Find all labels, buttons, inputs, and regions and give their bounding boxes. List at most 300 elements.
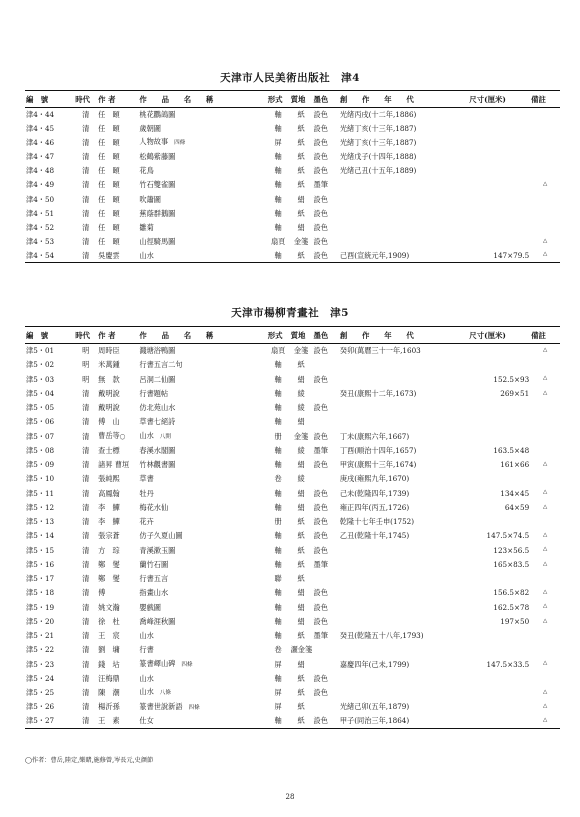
cell-note: △ xyxy=(542,389,548,396)
table-header-row xyxy=(25,91,560,108)
cell-color: 設色 xyxy=(313,222,328,232)
cell-era: 清 xyxy=(82,124,90,134)
cell-form: 聯 xyxy=(274,574,282,584)
cell-color: 設色 xyxy=(313,602,328,612)
cell-color: 設色 xyxy=(313,517,328,527)
table-row xyxy=(25,472,560,486)
table-row xyxy=(25,429,560,443)
cell-color: 設色 xyxy=(313,138,328,148)
artwork-title: 山水 xyxy=(139,673,154,683)
cell-color xyxy=(313,643,339,657)
cell-form: 屏 xyxy=(274,138,282,148)
cell-form: 軸 xyxy=(267,714,290,728)
cell-note: △ xyxy=(542,603,548,610)
cell-era: 清 xyxy=(82,531,90,541)
cell-size xyxy=(468,671,530,685)
cell-era: 明 xyxy=(82,346,90,356)
cell-author: 劉 墉 xyxy=(98,645,120,655)
cell-title xyxy=(138,600,266,614)
header-form: 形式 xyxy=(267,327,290,344)
artwork-title: 歲朝圖 xyxy=(139,124,161,134)
cell-number: 津5・22 xyxy=(26,645,55,655)
artwork-title: 濺塘浴鴨圖 xyxy=(139,346,176,356)
cell-number: 津5・19 xyxy=(26,602,55,612)
cell-author: 鄭 燮 xyxy=(98,574,120,584)
header-title: 作 品 名 稱 xyxy=(138,91,266,108)
cell-note xyxy=(530,472,560,486)
cell-number: 津5・23 xyxy=(26,659,55,669)
cell-size xyxy=(468,344,530,358)
cell-title xyxy=(138,192,266,206)
cell-author: 汪梅鼎 xyxy=(98,673,120,683)
cell-color: 設色 xyxy=(313,152,328,162)
artwork-title: 山水 xyxy=(139,631,154,641)
cell-date xyxy=(339,234,468,248)
table-row xyxy=(25,415,560,429)
cell-form: 軸 xyxy=(274,180,282,190)
cell-color: 設色 xyxy=(313,545,328,555)
cell-note: △ xyxy=(542,560,548,567)
cell-color: 設色 xyxy=(313,124,328,134)
cell-note xyxy=(530,192,560,206)
cell-era: 清 xyxy=(82,222,90,232)
cell-note xyxy=(530,515,560,529)
cell-number: 津4・53 xyxy=(26,236,55,246)
cell-size xyxy=(468,150,530,164)
cell-form: 軸 xyxy=(274,166,282,176)
cell-number: 津5・02 xyxy=(26,360,55,370)
cell-note: △ xyxy=(542,375,548,382)
cell-author: 王 宸 xyxy=(98,631,120,641)
cell-note: △ xyxy=(542,489,548,496)
cell-color: 設色 xyxy=(313,714,339,728)
cell-size xyxy=(468,515,530,529)
cell-era: 清 xyxy=(82,574,90,584)
artwork-title: 嬰戲圖 xyxy=(139,602,161,612)
cell-date: 光緒己卯(五年,1879) xyxy=(339,702,410,712)
cell-material: 紙 xyxy=(297,673,305,683)
cell-form: 軸 xyxy=(274,403,282,413)
cell-size: 147.5×74.5 xyxy=(486,531,530,541)
cell-era: 清 xyxy=(82,460,90,470)
artwork-title: 山水 xyxy=(139,250,154,260)
cell-size: 156.5×82 xyxy=(493,588,530,598)
cell-color: 設色 xyxy=(313,208,328,218)
cell-material: 紙 xyxy=(297,166,305,176)
header-note: 備註 xyxy=(530,91,560,108)
cell-era: 清 xyxy=(82,166,90,176)
artwork-title: 春溪水閣圖 xyxy=(139,445,176,455)
cell-material: 紙 xyxy=(297,631,305,641)
cell-material: 紙 xyxy=(297,124,305,134)
cell-note: △ xyxy=(542,688,548,695)
header-note: 備註 xyxy=(530,327,560,344)
cell-material: 紙 xyxy=(297,208,305,218)
cell-title xyxy=(138,372,266,386)
cell-size xyxy=(468,358,530,372)
table-row xyxy=(25,164,560,178)
cell-author: 傅 山 xyxy=(98,417,120,427)
cell-material: 紙 xyxy=(297,517,305,527)
cell-color: 設色 xyxy=(313,248,339,262)
cell-form: 軸 xyxy=(274,222,282,232)
cell-date: 光绪丙戌(十二年,1886) xyxy=(339,110,417,120)
cell-form: 卷 xyxy=(274,645,282,655)
cell-material: 綾 xyxy=(297,403,305,413)
cell-color: 墨筆 xyxy=(313,631,328,641)
cell-form: 軸 xyxy=(274,545,282,555)
table-row xyxy=(25,248,560,262)
cell-color xyxy=(313,700,339,714)
table-row xyxy=(25,529,560,543)
artwork-title: 草書七絕詩 xyxy=(139,417,176,427)
cell-size: 161×66 xyxy=(500,460,530,470)
cell-date: 光绪己丑(十五年,1889) xyxy=(339,166,417,176)
cell-form: 册 xyxy=(274,517,282,527)
cell-material: 絹 xyxy=(297,488,305,498)
header-date: 創 作 年 代 xyxy=(339,327,468,344)
cell-form: 軸 xyxy=(274,110,282,120)
cell-date: 癸丑(乾隆五十八年,1793) xyxy=(339,631,424,641)
cell-author: 任 頤 xyxy=(98,208,120,218)
cell-author: 楊沂孫 xyxy=(98,702,120,712)
cell-title xyxy=(138,529,266,543)
table-row xyxy=(25,401,560,415)
cell-title xyxy=(138,714,266,728)
cell-era: 清 xyxy=(82,502,90,512)
artwork-title: 行書 xyxy=(139,645,154,655)
cell-form: 軸 xyxy=(274,559,282,569)
section1-title: 天津市人民美術出版社 津4 xyxy=(220,72,360,84)
cell-date: 雍正四年(丙五,1726) xyxy=(339,502,410,512)
cell-era: 清 xyxy=(82,431,90,441)
cell-form: 軸 xyxy=(274,502,282,512)
cell-date xyxy=(339,614,468,628)
cell-author: 任 頤 xyxy=(98,236,120,246)
cell-author: 任 頤 xyxy=(98,166,120,176)
table-row xyxy=(25,543,560,557)
cell-number: 津4・46 xyxy=(26,138,55,148)
cell-color: 設色 xyxy=(313,488,328,498)
cell-date xyxy=(339,401,468,415)
cell-material: 紙 xyxy=(297,360,305,370)
cell-material: 紙 xyxy=(297,688,305,698)
cell-size xyxy=(468,220,530,234)
cell-material: 紙 xyxy=(297,702,305,712)
artwork-title: 松鶴紫藤圖 xyxy=(139,152,176,162)
footnote-marker: ◯ xyxy=(119,434,126,441)
artwork-title: 行書五言 xyxy=(139,574,169,584)
cell-title xyxy=(138,586,266,600)
cell-material: 紙 xyxy=(297,110,305,120)
cell-size xyxy=(468,192,530,206)
cell-note xyxy=(530,401,560,415)
cell-era: 清 xyxy=(82,194,90,204)
cell-color: 設色 xyxy=(313,431,328,441)
cell-material: 綾 xyxy=(297,388,305,398)
cell-title xyxy=(138,108,266,122)
cell-size: 162.5×78 xyxy=(493,602,530,612)
cell-title xyxy=(138,515,266,529)
cell-title xyxy=(138,657,266,671)
cell-author: 無 款 xyxy=(98,374,120,384)
cell-material: 紙 xyxy=(297,545,305,555)
artwork-title-count: 四條 xyxy=(181,661,193,668)
cell-title xyxy=(138,572,266,586)
cell-form: 軸 xyxy=(267,248,290,262)
cell-material: 灑金箋 xyxy=(290,645,313,655)
cell-era: 清 xyxy=(74,714,97,728)
cell-number: 津4・47 xyxy=(26,152,55,162)
artwork-title: 牡丹 xyxy=(139,488,154,498)
cell-number: 津4・48 xyxy=(26,166,55,176)
cell-date xyxy=(339,543,468,557)
section2-title: 天津市楊柳青畫社 津5 xyxy=(231,307,349,319)
table-header-row xyxy=(25,327,560,344)
cell-era: 清 xyxy=(82,688,90,698)
cell-form: 軸 xyxy=(274,152,282,162)
cell-author: 陳 潮 xyxy=(98,688,120,698)
cell-number: 津4・51 xyxy=(26,208,55,218)
table-row xyxy=(25,643,560,657)
cell-size: 123×56.5 xyxy=(493,545,530,555)
cell-era: 清 xyxy=(82,180,90,190)
cell-author: 任 頤 xyxy=(98,152,120,162)
cell-date: 癸丑(康熙十二年,1673) xyxy=(339,388,417,398)
table-row xyxy=(25,458,560,472)
header-color: 墨色 xyxy=(313,91,339,108)
cell-number: 津5・15 xyxy=(26,545,55,555)
cell-material: 絹 xyxy=(297,222,305,232)
cell-number: 津5・10 xyxy=(26,474,55,484)
cell-number: 津4・44 xyxy=(26,110,55,120)
cell-author: 吳慶雲 xyxy=(97,248,138,262)
artwork-title: 山水 xyxy=(139,430,154,440)
cell-date: 光緒丁亥(十三年,1887) xyxy=(339,138,417,148)
cell-title xyxy=(138,122,266,136)
cell-form: 扇頁 xyxy=(270,236,286,246)
cell-color: 設色 xyxy=(313,616,328,626)
cell-form: 軸 xyxy=(274,673,282,683)
cell-size xyxy=(468,122,530,136)
cell-note xyxy=(530,150,560,164)
cell-date: 甲子(同治三年,1864) xyxy=(339,714,468,728)
cell-size: 269×51 xyxy=(500,388,530,398)
cell-date: 己酉(宣統元年,1909) xyxy=(339,248,468,262)
cell-era: 清 xyxy=(82,152,90,162)
table-row xyxy=(25,572,560,586)
table-row xyxy=(25,614,560,628)
cell-material: 絹 xyxy=(297,616,305,626)
artwork-title: 山徑騎馬圖 xyxy=(139,236,176,246)
cell-note: △ xyxy=(530,248,560,262)
table-row xyxy=(25,600,560,614)
cell-date: 丁未(康熙六年,1667) xyxy=(339,431,410,441)
artwork-title: 草書 xyxy=(139,474,154,484)
cell-number: 津5・16 xyxy=(26,559,55,569)
artwork-title-count: 八開 xyxy=(159,433,171,440)
cell-size xyxy=(468,136,530,150)
cell-note xyxy=(530,443,560,457)
header-material: 質地 xyxy=(290,327,313,344)
header-author: 作 者 xyxy=(97,91,138,108)
header-color: 墨色 xyxy=(313,327,339,344)
cell-number: 津5・01 xyxy=(26,346,55,356)
cell-size xyxy=(468,401,530,415)
cell-size xyxy=(468,178,530,192)
cell-note xyxy=(530,429,560,443)
artwork-title: 花卉 xyxy=(139,517,154,527)
cell-form: 軸 xyxy=(274,445,282,455)
artwork-title: 行書題帖 xyxy=(139,388,169,398)
cell-size: 165×83.5 xyxy=(493,559,530,569)
cell-title xyxy=(138,500,266,514)
cell-material: 綾 xyxy=(297,445,305,455)
cell-number: 津5・13 xyxy=(26,517,55,527)
cell-note xyxy=(530,415,560,429)
cell-form: 卷 xyxy=(274,474,282,484)
artwork-title: 桃花鸜鴿圖 xyxy=(139,110,176,120)
cell-number: 津5・09 xyxy=(26,460,55,470)
catalog-table-section2 xyxy=(25,326,560,729)
cell-color: 設色 xyxy=(313,588,328,598)
table-row xyxy=(25,671,560,685)
cell-era: 清 xyxy=(82,388,90,398)
cell-note: △ xyxy=(542,460,548,467)
cell-material: 紙 xyxy=(297,574,305,584)
cell-material: 紙 xyxy=(290,248,313,262)
cell-material: 綾 xyxy=(297,474,305,484)
cell-author: 任 頤 xyxy=(98,194,120,204)
cell-era: 清 xyxy=(82,631,90,641)
artwork-title: 呂洞二仙圖 xyxy=(139,374,176,384)
artwork-title: 竹林觀書圖 xyxy=(139,460,176,470)
cell-color: 設色 xyxy=(313,236,328,246)
cell-title xyxy=(138,206,266,220)
cell-date xyxy=(339,671,468,685)
cell-date xyxy=(339,358,468,372)
cell-form: 軸 xyxy=(274,616,282,626)
cell-material: 絹 xyxy=(297,374,305,384)
cell-title xyxy=(138,700,266,714)
artwork-title: 指畫山水 xyxy=(139,588,169,598)
cell-material: 絹 xyxy=(297,602,305,612)
cell-color xyxy=(313,472,339,486)
cell-number: 津5・08 xyxy=(26,445,55,455)
cell-color: 墨筆 xyxy=(313,180,328,190)
cell-author: 戴明說 xyxy=(98,388,120,398)
cell-date: 光绪戊子(十四年,1888) xyxy=(339,152,417,162)
table-row xyxy=(25,386,560,400)
cell-size xyxy=(468,686,530,700)
cell-era: 清 xyxy=(82,673,90,683)
cell-era: 清 xyxy=(82,417,90,427)
cell-title xyxy=(138,472,266,486)
cell-number: 津4・50 xyxy=(26,194,55,204)
cell-material: 絹 xyxy=(297,460,305,470)
cell-note: △ xyxy=(542,181,548,188)
cell-author: 王 素 xyxy=(97,714,138,728)
cell-author: 任 頤 xyxy=(98,138,120,148)
cell-color xyxy=(313,415,339,429)
table-row xyxy=(25,372,560,386)
artwork-title: 山水 xyxy=(139,687,154,697)
cell-note: △ xyxy=(542,237,548,244)
artwork-title: 吹簫圖 xyxy=(139,194,161,204)
artwork-title: 雛菊 xyxy=(139,222,154,232)
cell-date xyxy=(339,557,468,571)
cell-date: 癸卯(萬曆三十一年,1603 xyxy=(339,346,421,356)
cell-material: 絹 xyxy=(297,502,305,512)
cell-color: 墨筆 xyxy=(313,559,328,569)
cell-title xyxy=(138,220,266,234)
cell-form: 軸 xyxy=(274,417,282,427)
cell-note: △ xyxy=(530,714,560,728)
cell-form: 軸 xyxy=(274,388,282,398)
header-material: 質地 xyxy=(290,91,313,108)
header-author: 作 者 xyxy=(97,327,138,344)
cell-color: 設色 xyxy=(313,531,328,541)
artwork-title: 梅花水仙 xyxy=(139,502,169,512)
cell-date: 嘉慶四年(己未,1799) xyxy=(339,659,410,669)
cell-date xyxy=(339,372,468,386)
cell-form: 屏 xyxy=(274,688,282,698)
cell-date: 庚戌(雍熙九年,1670) xyxy=(339,474,410,484)
cell-author: 張宗蒼 xyxy=(98,531,120,541)
catalog-table-section1 xyxy=(25,90,560,263)
cell-era: 清 xyxy=(82,110,90,120)
cell-note xyxy=(530,164,560,178)
table-row xyxy=(25,629,560,643)
cell-author: 李 鱓 xyxy=(98,517,120,527)
cell-size xyxy=(468,572,530,586)
cell-color xyxy=(313,358,339,372)
cell-color: 設色 xyxy=(313,346,328,356)
cell-title xyxy=(138,643,266,657)
table-row xyxy=(25,358,560,372)
header-size: 尺寸(厘米) xyxy=(468,91,530,108)
cell-date: 甲寅(康熙十三年,1674) xyxy=(339,460,417,470)
cell-color: 設色 xyxy=(313,460,328,470)
cell-note: △ xyxy=(542,546,548,553)
artwork-title: 青溪漱玉圖 xyxy=(139,545,176,555)
cell-number: 津5・27 xyxy=(25,714,74,728)
cell-note: △ xyxy=(542,617,548,624)
cell-author: 李 鱓 xyxy=(98,502,120,512)
cell-size: 147.5×33.5 xyxy=(486,659,530,669)
table-row xyxy=(25,234,560,248)
cell-number: 津5・24 xyxy=(26,673,55,683)
cell-note: △ xyxy=(542,660,548,667)
cell-number: 津5・26 xyxy=(26,702,55,712)
header-era: 時代 xyxy=(74,327,97,344)
cell-era: 明 xyxy=(82,374,90,384)
cell-form: 軸 xyxy=(274,374,282,384)
cell-date xyxy=(339,572,468,586)
cell-date: 光緒丁亥(十三年,1887) xyxy=(339,124,417,134)
cell-author: 任 頤 xyxy=(98,222,120,232)
table-row xyxy=(25,178,560,192)
cell-author: 傅 xyxy=(98,588,106,598)
cell-color: 設色 xyxy=(313,673,328,683)
cell-material: 紙 xyxy=(297,559,305,569)
cell-era: 清 xyxy=(82,645,90,655)
cell-material: 金箋 xyxy=(293,346,309,356)
cell-number: 津4・54 xyxy=(25,248,74,262)
artwork-title: 竹石雙雀圖 xyxy=(139,180,176,190)
cell-author: 錢 坫 xyxy=(98,659,120,669)
cell-number: 津5・21 xyxy=(26,631,55,641)
